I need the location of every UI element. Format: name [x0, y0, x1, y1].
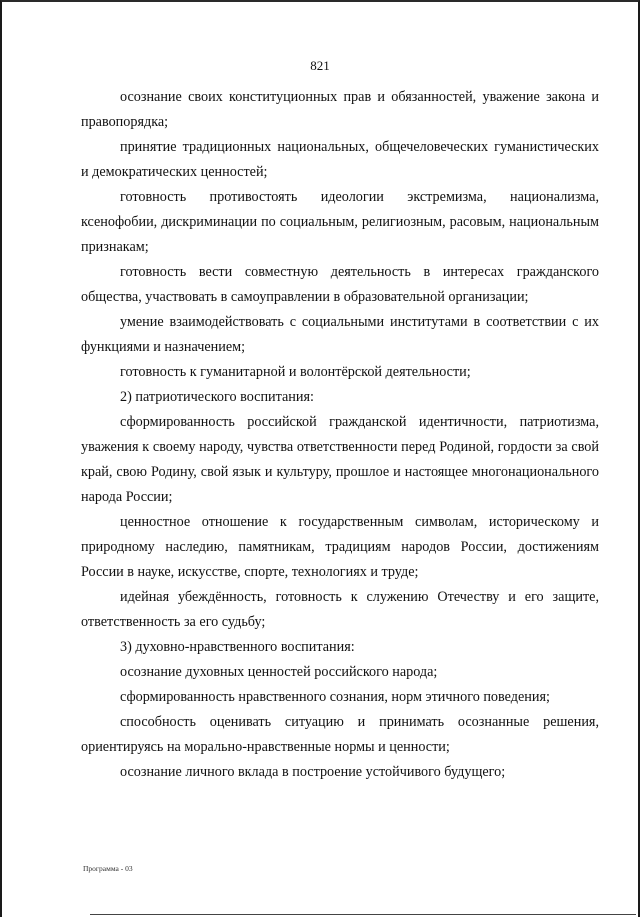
paragraph-volunteering: готовность к гуманитарной и волонтёрской деятельности;: [120, 364, 471, 380]
paragraph-sustainable-future: осознание личного вклада в построение устойчивого будущего;: [120, 764, 506, 780]
document-body: [81, 85, 599, 785]
paragraph-constitutional-rights: осознание своих конституционных прав и обязанностей, уважение закона и правопорядка;: [81, 89, 599, 130]
section-heading-patriotic: 2) патриотического воспитания:: [120, 389, 314, 405]
paragraph-civic-identity: сформированность российской гражданской идентичности, патриотизма, уважения к своему народу, чувства ответственности перед Родиной, гордости за свой край, свою Родину, свой язык и культуру, прошлое и настоящее многонационального народа России;: [81, 414, 599, 505]
section-heading-spiritual-moral: 3) духовно-нравственного воспитания:: [120, 639, 355, 655]
page-number: 821: [310, 58, 330, 73]
paragraph-civil-society: готовность вести совместную деятельность в интересах гражданского общества, участвовать в самоуправлении в образовательной организации;: [81, 264, 599, 305]
bottom-divider: [90, 914, 636, 915]
paragraph-state-symbols: ценностное отношение к государственным символам, историческому и природному наследию, памятникам, традициям народов России, достижениям России в науке, искусстве, спорте, технологиях и труде;: [81, 514, 599, 580]
paragraph-social-institutions: умение взаимодействовать с социальными институтами в соответствии с их функциями и назначением;: [81, 314, 599, 355]
paragraph-moral-consciousness: сформированность нравственного сознания, норм этичного поведения;: [120, 689, 550, 705]
paragraph-traditional-values: принятие традиционных национальных, общечеловеческих гуманистических и демократических ценностей;: [81, 139, 599, 180]
paragraph-spiritual-values: осознание духовных ценностей российского народа;: [120, 664, 438, 680]
paragraph-service-to-fatherland: идейная убеждённость, готовность к служению Отечеству и его защите, ответственность за его судьбу;: [81, 589, 599, 630]
paragraph-counter-extremism: готовность противостоять идеологии экстремизма, национализма, ксенофобии, дискриминации по социальным, религиозным, расовым, национальным признакам;: [81, 189, 599, 255]
footer-program-label: Программа - 03: [83, 864, 133, 873]
paragraph-decision-making: способность оценивать ситуацию и принимать осознанные решения, ориентируясь на морально-нравственные нормы и ценности;: [81, 714, 599, 755]
